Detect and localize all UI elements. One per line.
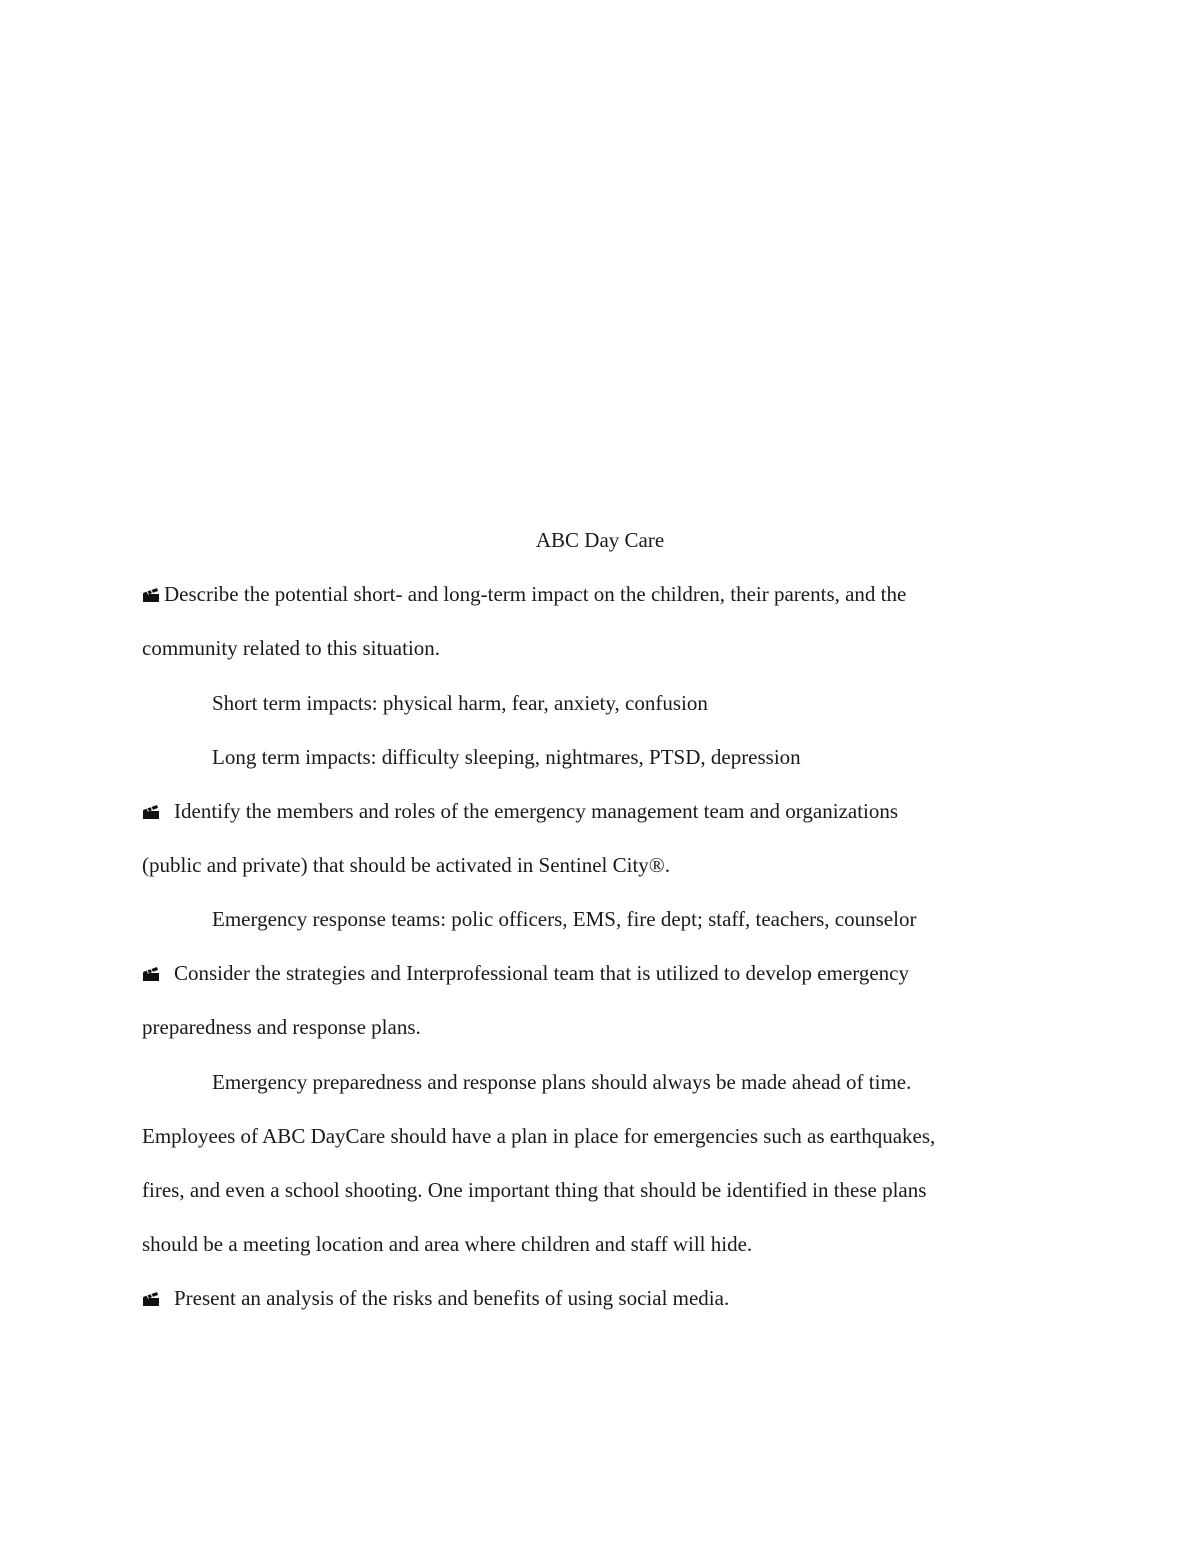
document-title: ABC Day Care <box>535 528 665 552</box>
answer-3-line-2: Employees of ABC DayCare should have a plan in place for emergencies such as earthquakes, <box>142 1124 936 1148</box>
question-2-text-1: Identify the members and roles of the emergency management team and organizations <box>174 799 899 823</box>
question-2-line-1 <box>142 799 898 823</box>
question-3-line-2: preparedness and response plans. <box>142 1015 421 1039</box>
question-1-line-1 <box>142 582 906 606</box>
long-term-impacts: Long term impacts: difficulty sleeping, nightmares, PTSD, depression <box>212 745 801 769</box>
clapperboard-icon <box>142 1291 160 1307</box>
question-4-line-1 <box>142 1286 729 1310</box>
clapperboard-icon <box>142 587 160 603</box>
answer-3-line-3: fires, and even a school shooting. One important thing that should be identified in these plans <box>142 1178 927 1202</box>
short-term-impacts: Short term impacts: physical harm, fear, anxiety, confusion <box>212 691 708 715</box>
answer-3-line-4: should be a meeting location and area where children and staff will hide. <box>142 1232 753 1256</box>
question-4-text-1: Present an analysis of the risks and benefits of using social media. <box>174 1286 730 1310</box>
clapperboard-icon <box>142 804 160 820</box>
emergency-response-teams: Emergency response teams: polic officers, EMS, fire dept; staff, teachers, counselor <box>212 907 917 931</box>
question-1-line-2: community related to this situation. <box>142 636 441 660</box>
question-3-line-1 <box>142 961 909 985</box>
clapperboard-icon <box>142 966 160 982</box>
answer-3-line-1: Emergency preparedness and response plans should always be made ahead of time. <box>212 1070 912 1094</box>
question-3-text-1: Consider the strategies and Interprofessional team that is utilized to develop emergency <box>174 961 909 985</box>
question-1-text-1: Describe the potential short- and long-term impact on the children, their parents, and the <box>164 582 907 606</box>
question-2-line-2: (public and private) that should be activated in Sentinel City®. <box>142 853 670 877</box>
